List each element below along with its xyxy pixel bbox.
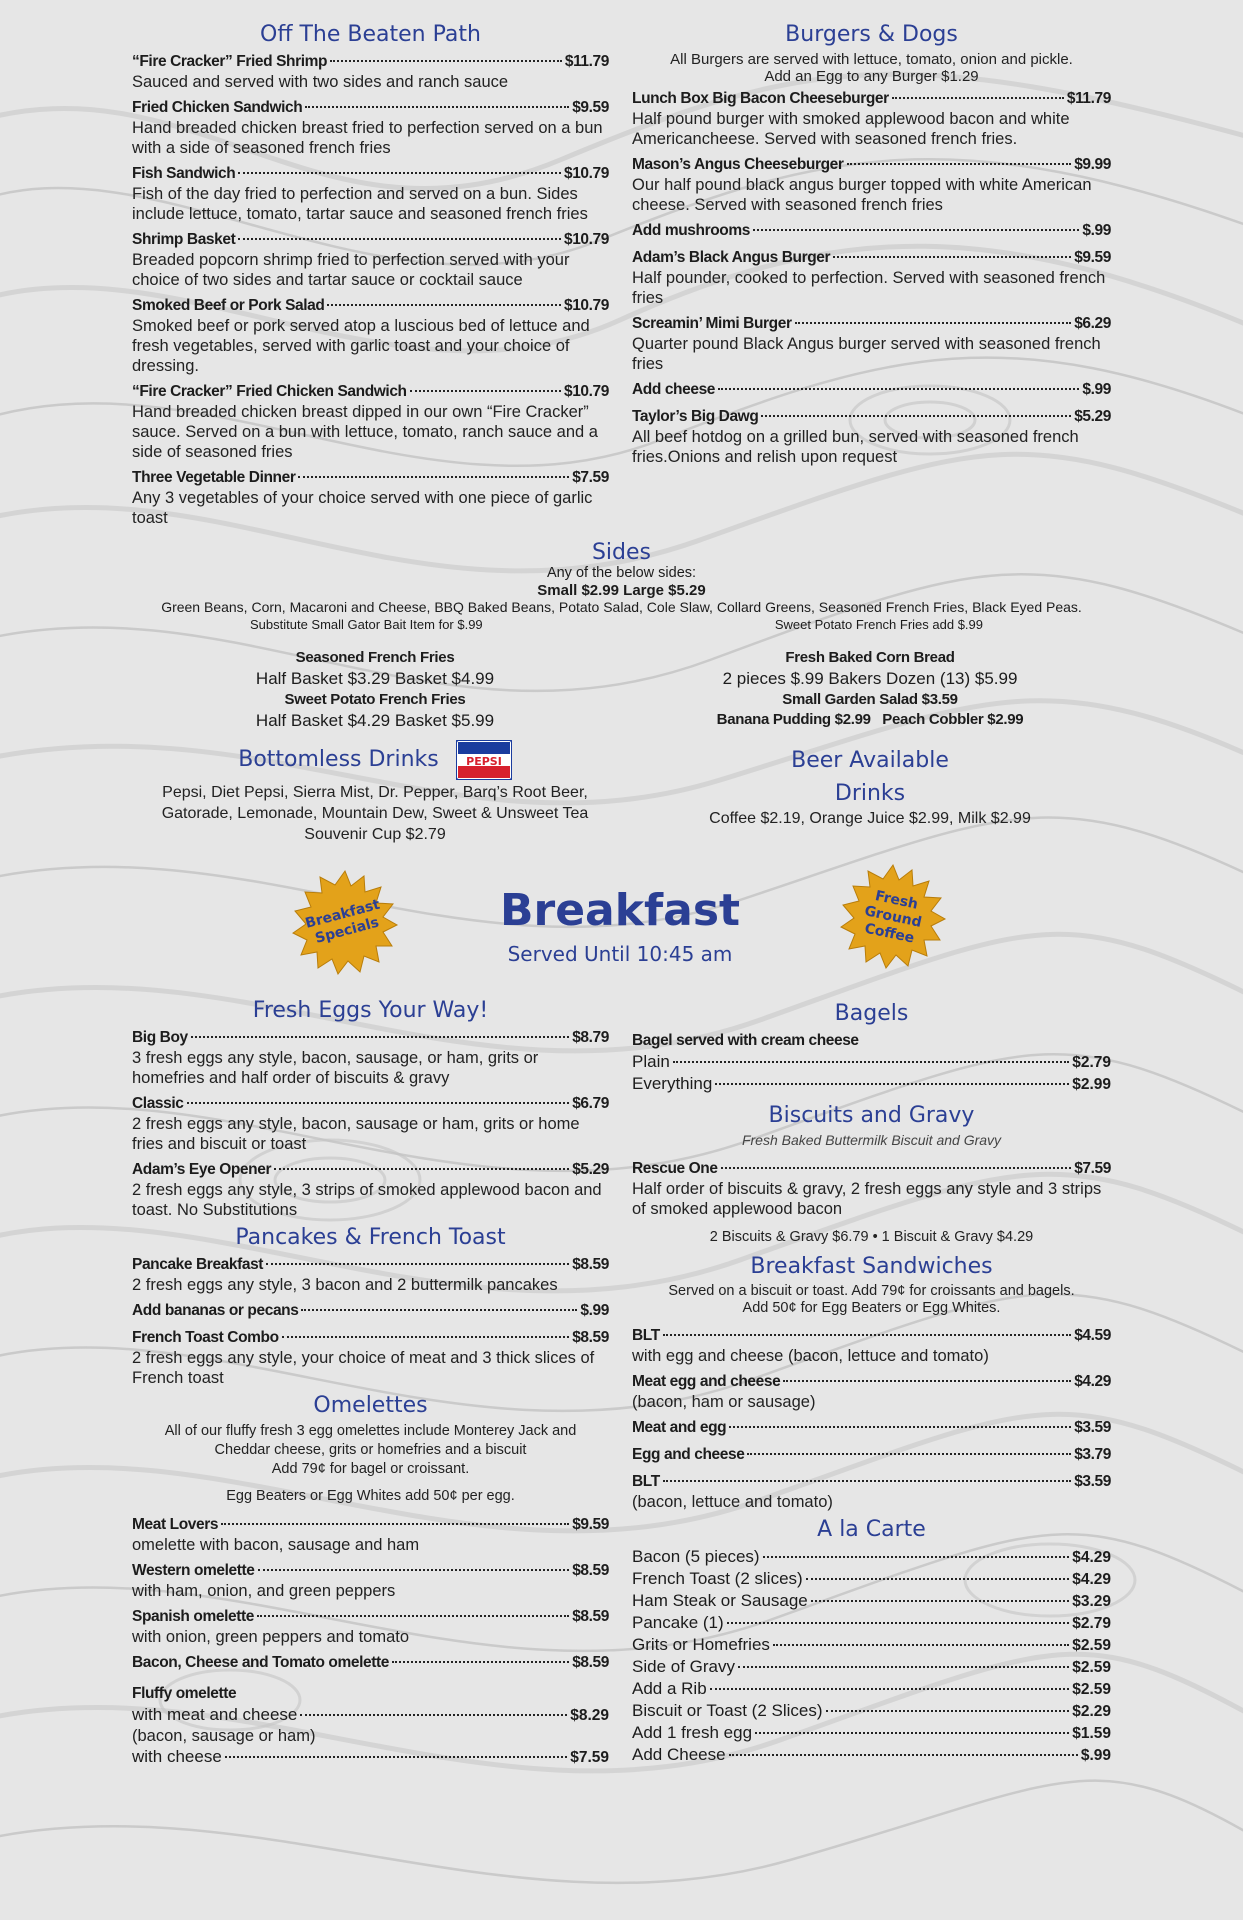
- fluffy-omelette-heading: Fluffy omelette: [132, 1685, 237, 1702]
- item-name: Three Vegetable Dinner: [132, 469, 296, 486]
- item-price: $2.59: [1072, 1637, 1111, 1654]
- item-name: BLT: [632, 1327, 660, 1344]
- drinks-title: Drinks: [834, 781, 906, 806]
- breakfast-hours: Served Until 10:45 am: [507, 942, 733, 966]
- menu-item: [632, 1634, 1111, 1656]
- item-name: Pancake Breakfast: [132, 1256, 264, 1273]
- item-name: Classic: [132, 1095, 184, 1112]
- item-price: $.99: [1082, 381, 1111, 398]
- item-name: Bacon, Cheese and Tomato omelette: [132, 1654, 389, 1671]
- bagels-section: [632, 1001, 1111, 1766]
- item-price: $5.29: [1074, 408, 1111, 425]
- pepsi-logo-icon: [456, 740, 512, 780]
- item-price: $.99: [1082, 222, 1111, 239]
- omelettes-note-2: Cheddar cheese, grits or homefries and a biscuit: [214, 1442, 527, 1458]
- item-price: $2.29: [1072, 1703, 1111, 1720]
- burgers-egg-note: Add an Egg to any Burger $1.29: [764, 68, 979, 85]
- menu-item: [132, 1327, 609, 1348]
- menu-item: [132, 467, 609, 488]
- item-description: 2 fresh eggs any style, 3 bacon and 2 buttermilk pancakes: [132, 1276, 558, 1294]
- item-name: French Toast (2 slices): [632, 1569, 803, 1588]
- sides-sizes: Small $2.99 Large $5.29: [537, 582, 706, 599]
- svg-text:PEPSI: PEPSI: [465, 755, 502, 768]
- menu-item: [132, 1159, 609, 1180]
- sandwiches-note-1: Served on a biscuit or toast. Add 79¢ for croissants and bagels.: [668, 1283, 1075, 1299]
- item-name: Western omelette: [132, 1562, 255, 1579]
- item-price: $8.59: [572, 1329, 609, 1346]
- item-description: 2 fresh eggs any style, 3 strips of smoked applewood bacon and toast. No Substitutions: [132, 1181, 602, 1219]
- bagels-heading: Bagel served with cream cheese: [632, 1032, 859, 1049]
- item-price: $4.29: [1074, 1373, 1111, 1390]
- off-beaten-path-title: Off The Beaten Path: [260, 22, 481, 47]
- item-description: Fish of the day fried to perfection and served on a bun. Sides include lettuce, tomato, tartar sauce and seasoned french fries: [132, 185, 588, 223]
- item-name: Adam’s Eye Opener: [132, 1161, 272, 1178]
- item-description: All beef hotdog on a grilled bun, served with seasoned french fries.Onions and relish upon request: [632, 428, 1079, 466]
- item-price: $8.59: [572, 1562, 609, 1579]
- omelettes-note-1: All of our fluffy fresh 3 egg omelettes include Monterey Jack and: [164, 1423, 577, 1439]
- item-price: $8.59: [572, 1608, 609, 1625]
- menu-item: [632, 1371, 1111, 1392]
- item-price: $10.79: [563, 383, 609, 400]
- menu-item: [632, 247, 1111, 268]
- drinks-prices: Coffee $2.19, Orange Juice $2.99, Milk $2.99: [709, 810, 1031, 827]
- bottomless-drinks-title: Bottomless Drinks: [238, 747, 439, 772]
- menu-item: [632, 1073, 1111, 1095]
- sweet-potato-add-note: Sweet Potato French Fries add $.99: [774, 617, 983, 632]
- item-description: Half pounder, cooked to perfection. Served with seasoned french fries: [632, 269, 1106, 307]
- item-price: $9.99: [1074, 156, 1111, 173]
- item-description: (bacon, lettuce and tomato): [632, 1493, 833, 1511]
- pancakes-title: Pancakes & French Toast: [235, 1225, 506, 1250]
- menu-item: [632, 1471, 1111, 1492]
- item-name: Everything: [632, 1074, 713, 1093]
- item-name: Ham Steak or Sausage: [632, 1591, 808, 1610]
- item-name: Add 1 fresh egg: [632, 1723, 753, 1742]
- item-description: with ham, onion, and green peppers: [132, 1582, 396, 1600]
- item-price: $6.29: [1074, 315, 1111, 332]
- item-description: 3 fresh eggs any style, bacon, sausage, or ham, grits or homefries and half order of biscuits & gravy: [132, 1049, 539, 1087]
- item-price: $3.79: [1074, 1446, 1111, 1463]
- menu-item: [632, 1568, 1111, 1590]
- menu-item: [132, 295, 609, 316]
- menu-item: [632, 1590, 1111, 1612]
- item-description: 2 fresh eggs any style, your choice of meat and 3 thick slices of French toast: [132, 1349, 595, 1387]
- item-description: Breaded popcorn shrimp fried to perfection served with your choice of two sides and tartar sauce or cocktail sauce: [132, 251, 570, 289]
- item-description: Quarter pound Black Angus burger served with seasoned french fries: [632, 335, 1101, 373]
- sweet-fries-prices: Half Basket $4.29 Basket $5.99: [255, 711, 495, 730]
- item-price: $2.59: [1072, 1659, 1111, 1676]
- menu-item: [132, 1652, 609, 1673]
- menu-item: [632, 1444, 1111, 1465]
- sides-section: [100, 540, 1143, 632]
- beer-title: Beer Available: [791, 748, 949, 773]
- item-price: $6.79: [572, 1095, 609, 1112]
- item-price: $4.29: [1072, 1571, 1111, 1588]
- item-name: Meat Lovers: [132, 1516, 219, 1533]
- item-name: Add a Rib: [632, 1679, 707, 1698]
- bagels-title: Bagels: [834, 1001, 909, 1026]
- burgers-section: [632, 22, 1111, 472]
- item-name: Lunch Box Big Bacon Cheeseburger: [632, 90, 889, 107]
- biscuits-title: Biscuits and Gravy: [768, 1103, 975, 1128]
- item-price: $1.59: [1072, 1725, 1111, 1742]
- cornbread-block: [680, 648, 1060, 730]
- beer-drinks-section: [640, 748, 1100, 827]
- menu-item: [632, 1744, 1111, 1766]
- item-name: Shrimp Basket: [132, 231, 236, 248]
- item-price: $11.79: [564, 53, 609, 70]
- item-name: Side of Gravy: [632, 1657, 735, 1676]
- menu-item: [132, 381, 609, 402]
- item-price: $3.29: [1072, 1593, 1111, 1610]
- item-price: $4.29: [1072, 1549, 1111, 1566]
- item-name: Fish Sandwich: [132, 165, 236, 182]
- menu-item: [632, 1722, 1111, 1744]
- sandwiches-note-2: Add 50¢ for Egg Beaters or Egg Whites.: [742, 1300, 1001, 1316]
- menu-item: [132, 1300, 609, 1321]
- sides-intro: Any of the below sides:: [546, 565, 697, 581]
- item-price: $2.79: [1072, 1054, 1111, 1071]
- item-price: $4.59: [1074, 1327, 1111, 1344]
- item-name: Big Boy: [132, 1029, 188, 1046]
- eggs-title: Fresh Eggs Your Way!: [252, 998, 489, 1023]
- menu-item: [632, 1700, 1111, 1722]
- burgers-note: All Burgers are served with lettuce, tomato, onion and pickle.: [670, 51, 1073, 68]
- item-price: $10.79: [563, 297, 609, 314]
- item-price: $9.59: [572, 99, 609, 116]
- sides-list: Green Beans, Corn, Macaroni and Cheese, BBQ Baked Beans, Potato Salad, Cole Slaw, Collard Greens, Seasoned French Fries, Black Eyed Peas.: [161, 599, 1082, 615]
- off-beaten-path-section: [132, 22, 609, 533]
- fresh-coffee-text: Fresh Ground Coffee: [863, 887, 924, 947]
- item-name: Adam’s Black Angus Burger: [632, 249, 831, 266]
- menu-item: [632, 220, 1111, 241]
- gator-bait-note: Substitute Small Gator Bait Item for $.99: [250, 617, 483, 632]
- fluffy-cheese-item: with cheese $7.59: [132, 1747, 609, 1766]
- item-price: $.99: [580, 1302, 609, 1319]
- fries-prices: Half Basket $3.29 Basket $4.99: [255, 669, 495, 688]
- item-name: Grits or Homefries: [632, 1635, 770, 1654]
- item-name: Add Cheese: [632, 1745, 726, 1764]
- item-name: Mason’s Angus Cheeseburger: [632, 156, 844, 173]
- item-name: Add mushrooms: [632, 222, 750, 239]
- item-price: $2.59: [1072, 1681, 1111, 1698]
- menu-item: [132, 1093, 609, 1114]
- item-price: $3.59: [1074, 1419, 1111, 1436]
- biscuits-extra: 2 Biscuits & Gravy $6.79 • 1 Biscuit & Gravy $4.29: [709, 1229, 1034, 1245]
- burgers-title: Burgers & Dogs: [785, 22, 958, 47]
- sides-title: Sides: [591, 540, 652, 565]
- item-price: $.99: [1080, 1747, 1111, 1764]
- item-price: $9.59: [1074, 249, 1111, 266]
- omelettes-title: Omelettes: [313, 1393, 428, 1418]
- item-name: “Fire Cracker” Fried Shrimp: [132, 53, 328, 70]
- item-description: (bacon, ham or sausage): [632, 1393, 816, 1411]
- item-price: $10.79: [563, 231, 609, 248]
- garden-salad: Small Garden Salad $3.59: [782, 691, 958, 708]
- desserts: Banana Pudding $2.99 Peach Cobbler $2.99: [716, 711, 1024, 728]
- bottomless-line-2: Gatorade, Lemonade, Mountain Dew, Sweet & Unsweet Tea: [161, 805, 589, 822]
- item-name: Egg and cheese: [632, 1446, 745, 1463]
- item-description: Smoked beef or pork served atop a luscious bed of lettuce and fresh vegetables, served with garlic toast and your choice of dressing.: [132, 317, 590, 375]
- item-price: $8.59: [572, 1654, 609, 1671]
- item-price: $8.59: [572, 1256, 609, 1273]
- bottomless-drinks-section: [135, 740, 615, 845]
- item-name: Add cheese: [632, 381, 716, 398]
- item-name: Fried Chicken Sandwich: [132, 99, 303, 116]
- item-name: Meat egg and cheese: [632, 1373, 781, 1390]
- item-description: Hand breaded chicken breast fried to perfection served on a bun with a side of seasoned french fries: [132, 119, 603, 157]
- menu-item: [132, 97, 609, 118]
- menu-item: [632, 379, 1111, 400]
- fluffy-meat-note: (bacon, sausage or ham): [132, 1727, 316, 1745]
- menu-item: [632, 1417, 1111, 1438]
- menu-item: [632, 313, 1111, 334]
- menu-item: [132, 1254, 609, 1275]
- item-description: omelette with bacon, sausage and ham: [132, 1536, 420, 1554]
- item-price: $3.59: [1074, 1473, 1111, 1490]
- item-name: Add bananas or pecans: [132, 1302, 299, 1319]
- biscuits-note: Fresh Baked Buttermilk Biscuit and Gravy: [741, 1132, 1002, 1148]
- cornbread-title: Fresh Baked Corn Bread: [785, 649, 955, 666]
- omelettes-note-4: Egg Beaters or Egg Whites add 50¢ per egg.: [226, 1488, 515, 1504]
- item-description: Sauced and served with two sides and ranch sauce: [132, 73, 509, 91]
- menu-item: [632, 1656, 1111, 1678]
- item-price: $5.29: [572, 1161, 609, 1178]
- item-name: Meat and egg: [632, 1419, 727, 1436]
- item-name: Pancake (1): [632, 1613, 724, 1632]
- alacarte-title: A la Carte: [817, 1517, 926, 1542]
- item-price: $9.59: [572, 1516, 609, 1533]
- item-name: French Toast Combo: [132, 1329, 279, 1346]
- rescue-one-desc: Half order of biscuits & gravy, 2 fresh eggs any style and 3 strips of smoked applewood bacon: [632, 1180, 1102, 1218]
- menu-item: [632, 406, 1111, 427]
- item-price: $2.79: [1072, 1615, 1111, 1632]
- item-description: 2 fresh eggs any style, bacon, sausage or ham, grits or home fries and biscuit or toast: [132, 1115, 580, 1153]
- item-description: Our half pound black angus burger topped with white American cheese. Served with seasoned french fries: [632, 176, 1092, 214]
- item-price: $11.79: [1066, 90, 1111, 107]
- menu-item: [632, 154, 1111, 175]
- menu-item: [132, 1027, 609, 1048]
- menu-item: [632, 1051, 1111, 1073]
- item-price: $10.79: [563, 165, 609, 182]
- menu-item: [132, 163, 609, 184]
- menu-item: [632, 1325, 1111, 1346]
- souvenir-cup: Souvenir Cup $2.79: [304, 826, 446, 843]
- menu-item: [132, 229, 609, 250]
- omelettes-note-3: Add 79¢ for bagel or croissant.: [271, 1461, 470, 1477]
- item-name: Smoked Beef or Pork Salad: [132, 297, 325, 314]
- item-name: Bacon (5 pieces): [632, 1547, 760, 1566]
- fries-title: Seasoned French Fries: [295, 649, 455, 666]
- cornbread-prices: 2 pieces $.99 Bakers Dozen (13) $5.99: [722, 669, 1018, 688]
- fresh-coffee-badge: [838, 862, 948, 972]
- fluffy-meat-item: with meat and cheese $8.29: [132, 1705, 609, 1724]
- item-name: Plain: [632, 1052, 670, 1071]
- item-description: Half pound burger with smoked applewood bacon and white Americancheese. Served with seasoned french fries.: [632, 110, 1070, 148]
- item-description: Hand breaded chicken breast dipped in our own “Fire Cracker” sauce. Served on a bun with lettuce, tomato, ranch sauce and a side of seasoned fries: [132, 403, 598, 461]
- menu-item: [632, 88, 1111, 109]
- item-name: Biscuit or Toast (2 Slices): [632, 1701, 823, 1720]
- sandwiches-title: Breakfast Sandwiches: [750, 1254, 993, 1279]
- eggs-section: [132, 998, 609, 1768]
- menu-item: [132, 1514, 609, 1535]
- item-price: $8.79: [572, 1029, 609, 1046]
- bottomless-line-1: Pepsi, Diet Pepsi, Sierra Mist, Dr. Pepper, Barq’s Root Beer,: [162, 784, 588, 801]
- menu-item: [632, 1612, 1111, 1634]
- sweet-fries-title: Sweet Potato French Fries: [284, 691, 466, 708]
- item-name: Taylor’s Big Dawg: [632, 408, 759, 425]
- item-name: Spanish omelette: [132, 1608, 254, 1625]
- breakfast-specials-text: Breakfast Specials: [303, 896, 382, 947]
- menu-item: [132, 1606, 609, 1627]
- item-name: BLT: [632, 1473, 660, 1490]
- item-price: $7.59: [572, 469, 609, 486]
- menu-item: [632, 1546, 1111, 1568]
- breakfast-specials-badge: [290, 868, 400, 978]
- menu-item: [132, 1560, 609, 1581]
- item-price: $2.99: [1072, 1076, 1111, 1093]
- menu-item: [632, 1678, 1111, 1700]
- item-description: with onion, green peppers and tomato: [132, 1628, 410, 1646]
- breakfast-title: Breakfast: [499, 885, 741, 936]
- rescue-one-item: Rescue One $7.59: [632, 1160, 1111, 1177]
- menu-item: [132, 51, 609, 72]
- item-name: “Fire Cracker” Fried Chicken Sandwich: [132, 383, 407, 400]
- item-description: with egg and cheese (bacon, lettuce and tomato): [632, 1347, 989, 1365]
- fries-block: [200, 648, 550, 732]
- item-name: Screamin’ Mimi Burger: [632, 315, 792, 332]
- item-description: Any 3 vegetables of your choice served with one piece of garlic toast: [132, 489, 593, 527]
